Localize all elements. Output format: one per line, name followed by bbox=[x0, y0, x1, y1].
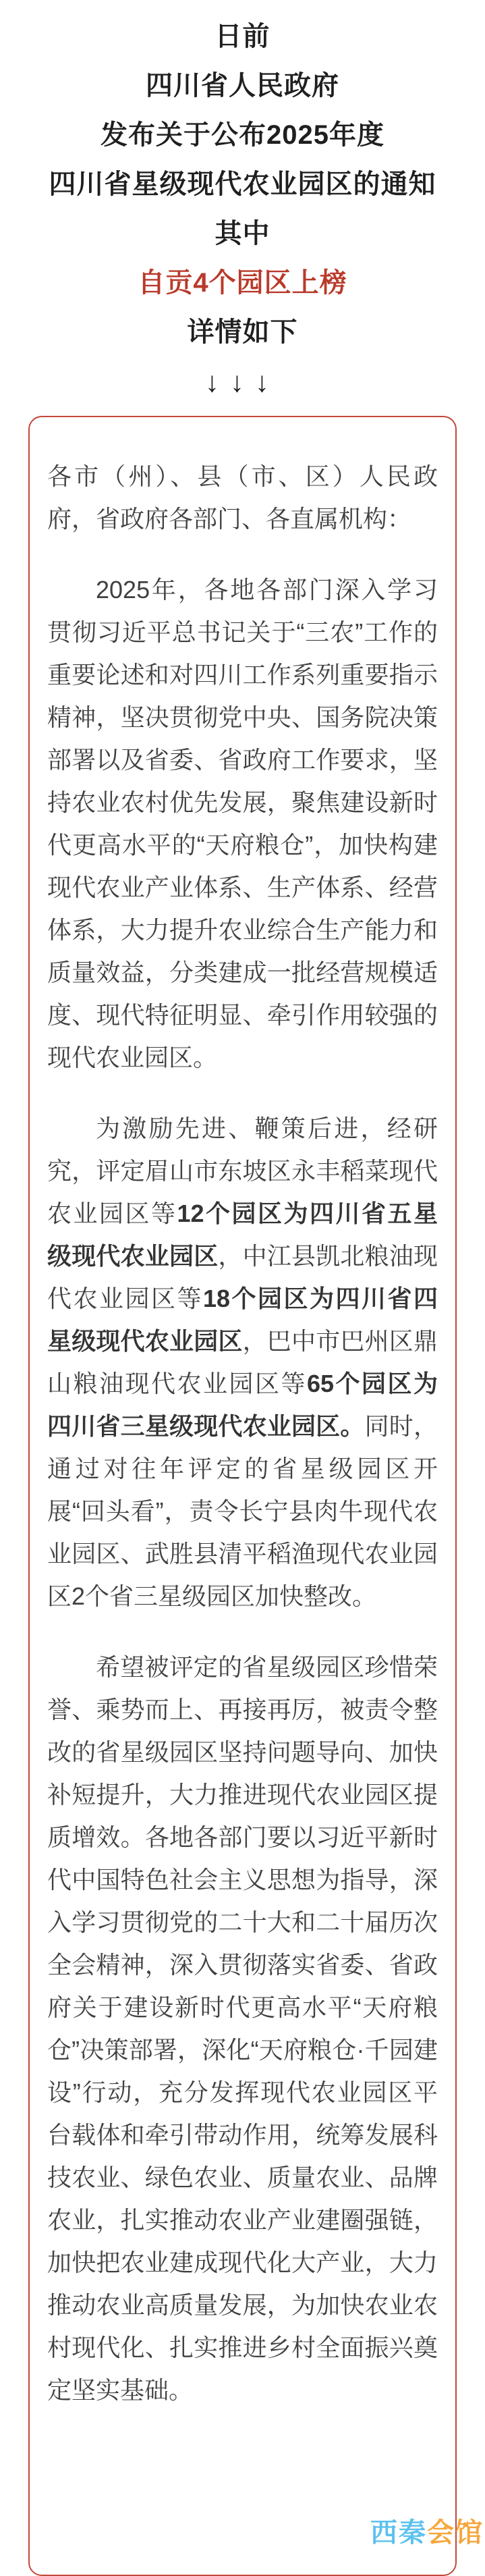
paragraph bbox=[47, 568, 438, 1079]
card-body bbox=[47, 455, 438, 2411]
text-run: 同时，通过对往年评定的省星级园区开展“回头看”，责令长宁县肉牛现代农业园区、武胜县清平稻渔现代农业园区2个省三星级园区加快整改。 bbox=[47, 1412, 438, 1610]
bold-text-run: 65个园区为四川省三星级现代农业园区。 bbox=[47, 1370, 438, 1440]
paragraph bbox=[47, 1107, 438, 1617]
text-run: ，中江县凯北粮油现代农业园区等 bbox=[47, 1242, 438, 1312]
down-arrows-icon: ↓↓↓ bbox=[205, 366, 280, 398]
text-run: 希望被评定的省星级园区珍惜荣誉、乘势而上、再接再厉，被责令整改的省星级园区坚持问题导向、加快补短提升，大力推进现代农业园区提质增效。各地各部门要以习近平新时代中国特色社会主义思想为指导，深入学习贯彻党的二十大和二十届历次全会精神，深入贯彻落实省委、省政府关于建设新时代更高水平“天府粮仓”决策部署，深化“天府粮仓·千园建设”行动，充分发挥现代农业园区平台载体和牵引带动作用，统筹发展科技农业、绿色农业、质量农业、品牌农业，扎实推动农业产业建圈强链，加快把农业建成现代化大产业，大力推动农业高质量发展，为加快农业农村现代化、扎实推进乡村全面振兴奠定坚实基础。 bbox=[47, 1653, 438, 2404]
watermark-part1: 西秦 bbox=[370, 2518, 427, 2548]
intro-line-4: 四川省星级现代农业园区的通知 bbox=[49, 169, 436, 199]
intro-line-3: 发布关于公布2025年度 bbox=[101, 120, 384, 150]
text-run: ，巴中市巴州区鼎山粮油现代农业园区等 bbox=[47, 1327, 438, 1397]
paragraph bbox=[47, 455, 438, 540]
bold-text-run: 18个园区为四川省四星级现代农业园区 bbox=[47, 1285, 438, 1355]
text-run: 各市（州）、县（市、区）人民政府，省政府各部门、各直属机构： bbox=[47, 462, 438, 533]
paragraph bbox=[47, 1646, 438, 2411]
text-run: 为激励先进、鞭策后进，经研究，评定眉山市东坡区永丰稻菜现代农业园区等 bbox=[47, 1115, 438, 1227]
intro-line-7: 详情如下 bbox=[187, 317, 298, 347]
notice-card bbox=[28, 416, 457, 2576]
intro-line-2: 四川省人民政府 bbox=[146, 71, 339, 101]
text-run: 2025年，各地各部门深入学习贯彻习近平总书记关于“三农”工作的重要论述和对四川工作系列重要指示精神，坚决贯彻党中央、国务院决策部署以及省委、省政府工作要求，坚持农业农村优先发展，聚焦建设新时代更高水平的“天府粮仓”，加快构建现代农业产业体系、生产体系、经营体系，大力提升农业综合生产能力和质量效益，分类建成一批经营规模适度、现代特征明显、牵引作用较强的现代农业园区。 bbox=[47, 576, 438, 1071]
watermark-part2: 会馆 bbox=[427, 2518, 484, 2548]
intro-header bbox=[0, 0, 485, 406]
bold-text-run: 12个园区为四川省五星级现代农业园区 bbox=[47, 1200, 438, 1270]
intro-line-5: 其中 bbox=[215, 219, 270, 248]
intro-highlight-line: 自贡4个园区上榜 bbox=[138, 268, 347, 298]
intro-line-1: 日前 bbox=[215, 22, 270, 51]
watermark bbox=[370, 2511, 484, 2550]
